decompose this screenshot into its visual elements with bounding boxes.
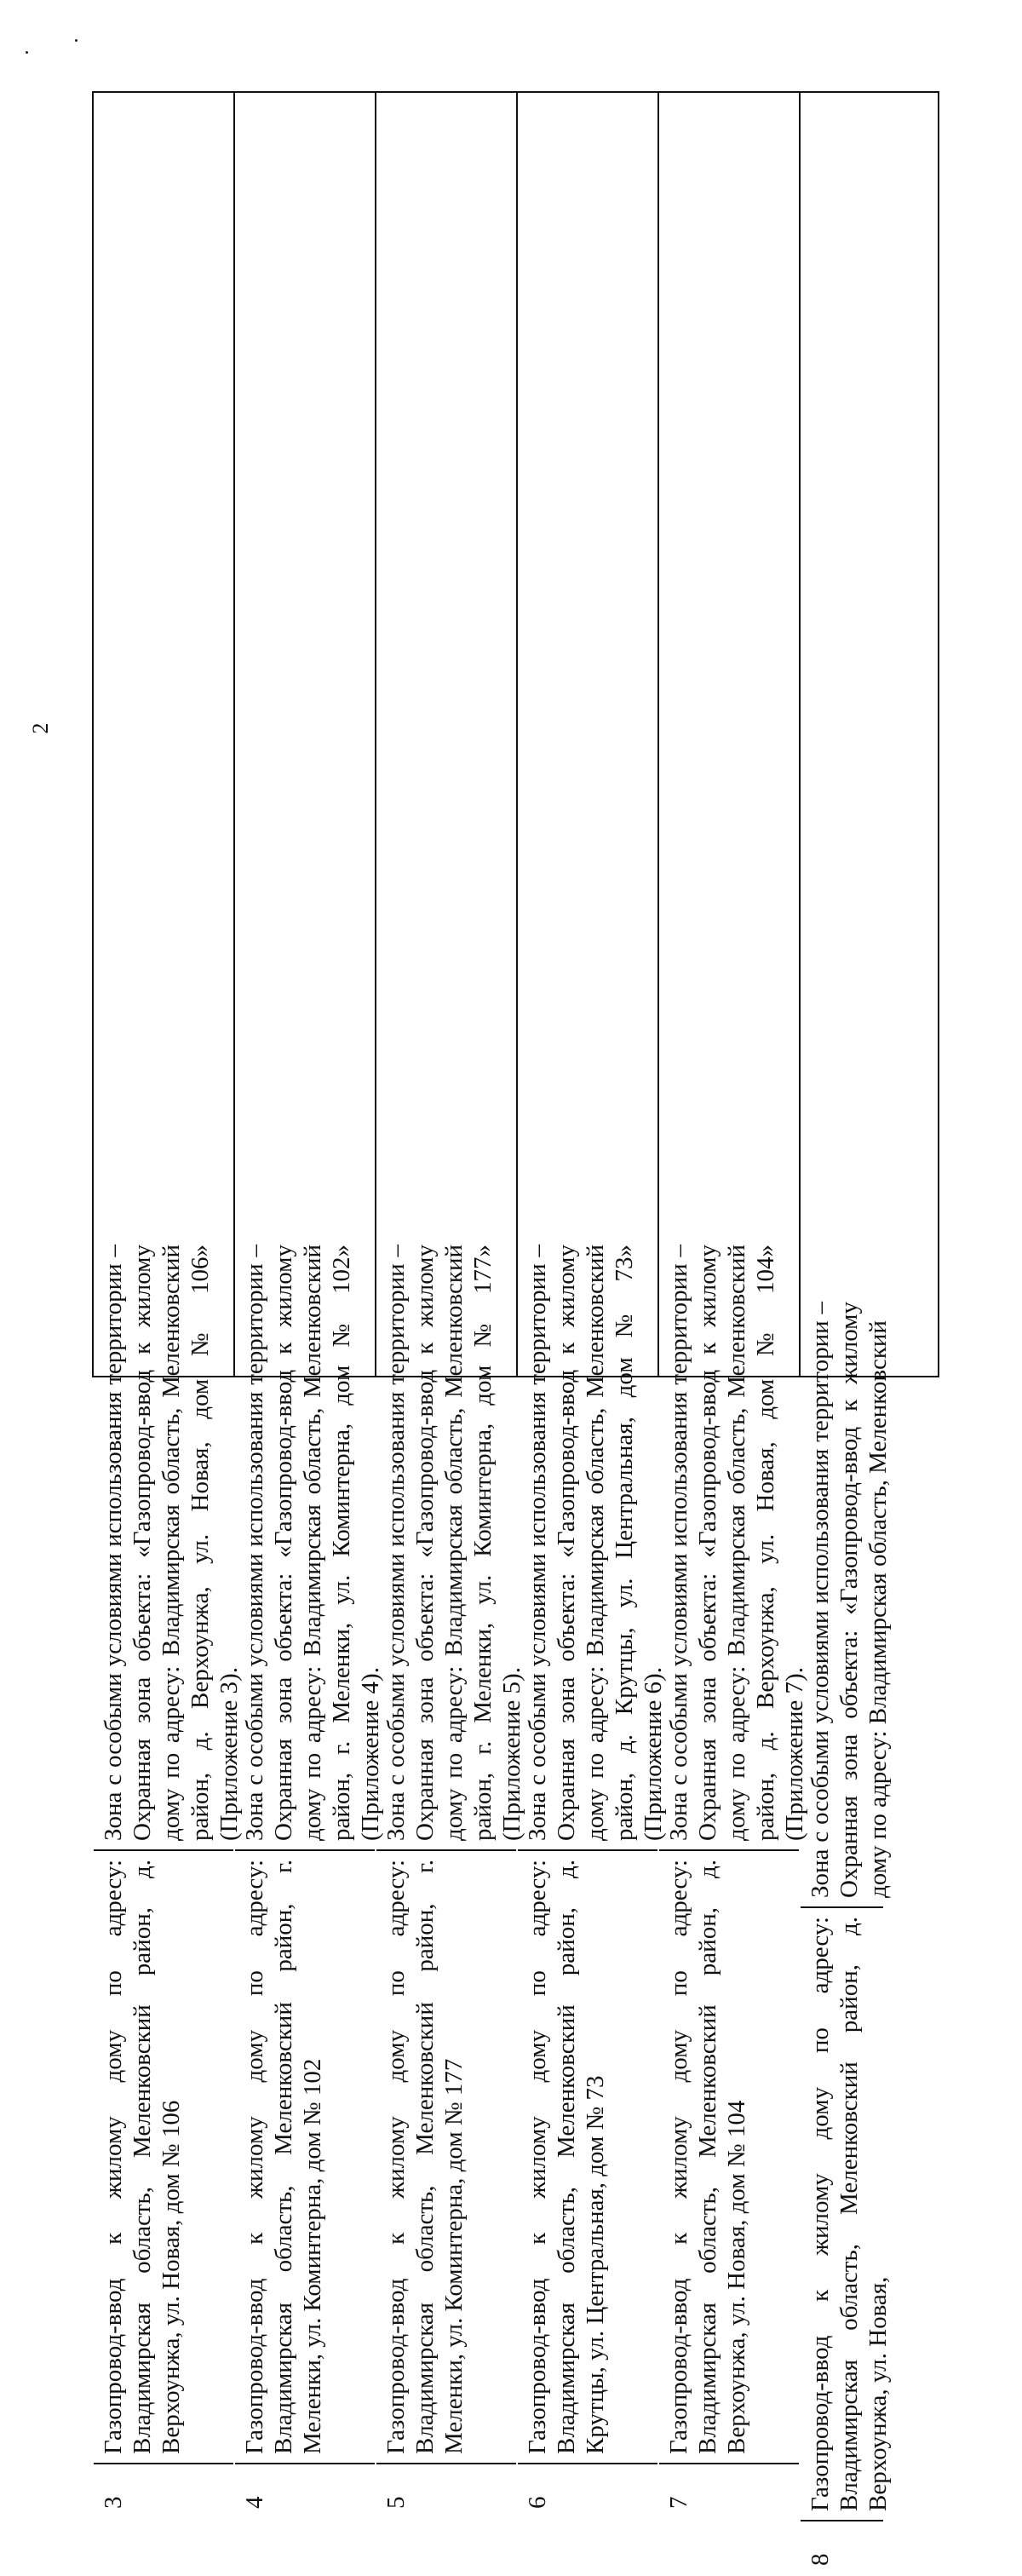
row-number: 4 <box>235 2463 375 2519</box>
table-row <box>518 93 667 2509</box>
object-description: Газопровод-ввод к жилому дому по адресу: Владимирская область, Меленковский район, д. Верхоунжа, ул. Новая, дом № 106 <box>94 1849 233 2463</box>
scan-speck <box>75 39 78 42</box>
row-number: 3 <box>94 2463 233 2519</box>
zone-description: Зона с особыми условиями использования территории – Охранная зона объекта: «Газопровод-ввод к жилому дому по адресу: Владимирская область, Меленковский район, д. Верхоунжа, ул. Новая, дом № 106» (Приложение 3). <box>100 1245 243 1841</box>
zone-description: Зона с особыми условиями использования территории – Охранная зона объекта: «Газопровод-ввод к жилому дому по адресу: Владимирская область, Меленковский район, г. Меленки, ул. Коминтерна, дом № 177» (Приложение 5). <box>382 1245 525 1841</box>
zone-description: Зона с особыми условиями использования территории – Охранная зона объекта: «Газопровод-ввод к жилому дому по адресу: Владимирская область, Меленковский район, г. Меленки, ул. Коминтерна, дом № 102» (Приложение 4). <box>241 1245 384 1841</box>
object-description: Газопровод-ввод к жилому дому по адресу: Владимирская область, Меленковский район, г. Меленки, ул. Коминтерна, дом № 177 <box>376 1849 516 2463</box>
scan-speck <box>26 51 28 54</box>
zone-description: Зона с особыми условиями использования территории – Охранная зона объекта: «Газопровод-ввод к жилому дому по адресу: Владимирская область, Меленковский район, д. Крутцы, ул. Центральная, дом № 73» (Приложение 6). <box>524 1245 667 1841</box>
table-row <box>235 93 384 2509</box>
zone-description: Зона с особыми условиями использования территории – Охранная зона объекта: «Газопровод-ввод к жилому дому по адресу: Владимирская область, Меленковский район, д. Верхоунжа, ул. Новая, дом № 104» (Приложение 7). <box>665 1245 808 1841</box>
document-table <box>92 91 939 2566</box>
table-row <box>801 93 892 2566</box>
page-number: 2 <box>28 722 53 734</box>
object-description: Газопровод-ввод к жилому дому по адресу: Владимирская область, Меленковский район, д. Крутцы, ул. Центральная, дом № 73 <box>518 1849 657 2463</box>
object-description: Газопровод-ввод к жилому дому по адресу: Владимирская область, Меленковский район, д. Верхоунжа, ул. Новая, дом № 104 <box>659 1849 799 2463</box>
row-number: 5 <box>376 2463 516 2519</box>
table-row <box>659 93 808 2509</box>
object-description: Газопровод-ввод к жилому дому по адресу: Владимирская область, Меленковский район, д. Верхоунжа, ул. Новая, <box>801 1906 883 2520</box>
table-row <box>94 93 243 2509</box>
row-number: 6 <box>518 2463 657 2519</box>
row-number: 8 <box>801 2520 883 2576</box>
row-number: 7 <box>659 2463 799 2519</box>
table-row <box>376 93 525 2509</box>
object-description: Газопровод-ввод к жилому дому по адресу: Владимирская область, Меленковский район, г. Меленки, ул. Коминтерна, дом № 102 <box>235 1849 375 2463</box>
zone-description: Зона с особыми условиями использования территории – Охранная зона объекта: «Газопровод-ввод к жилому дому по адресу: Владимирская область, Меленковский <box>807 1302 892 1898</box>
